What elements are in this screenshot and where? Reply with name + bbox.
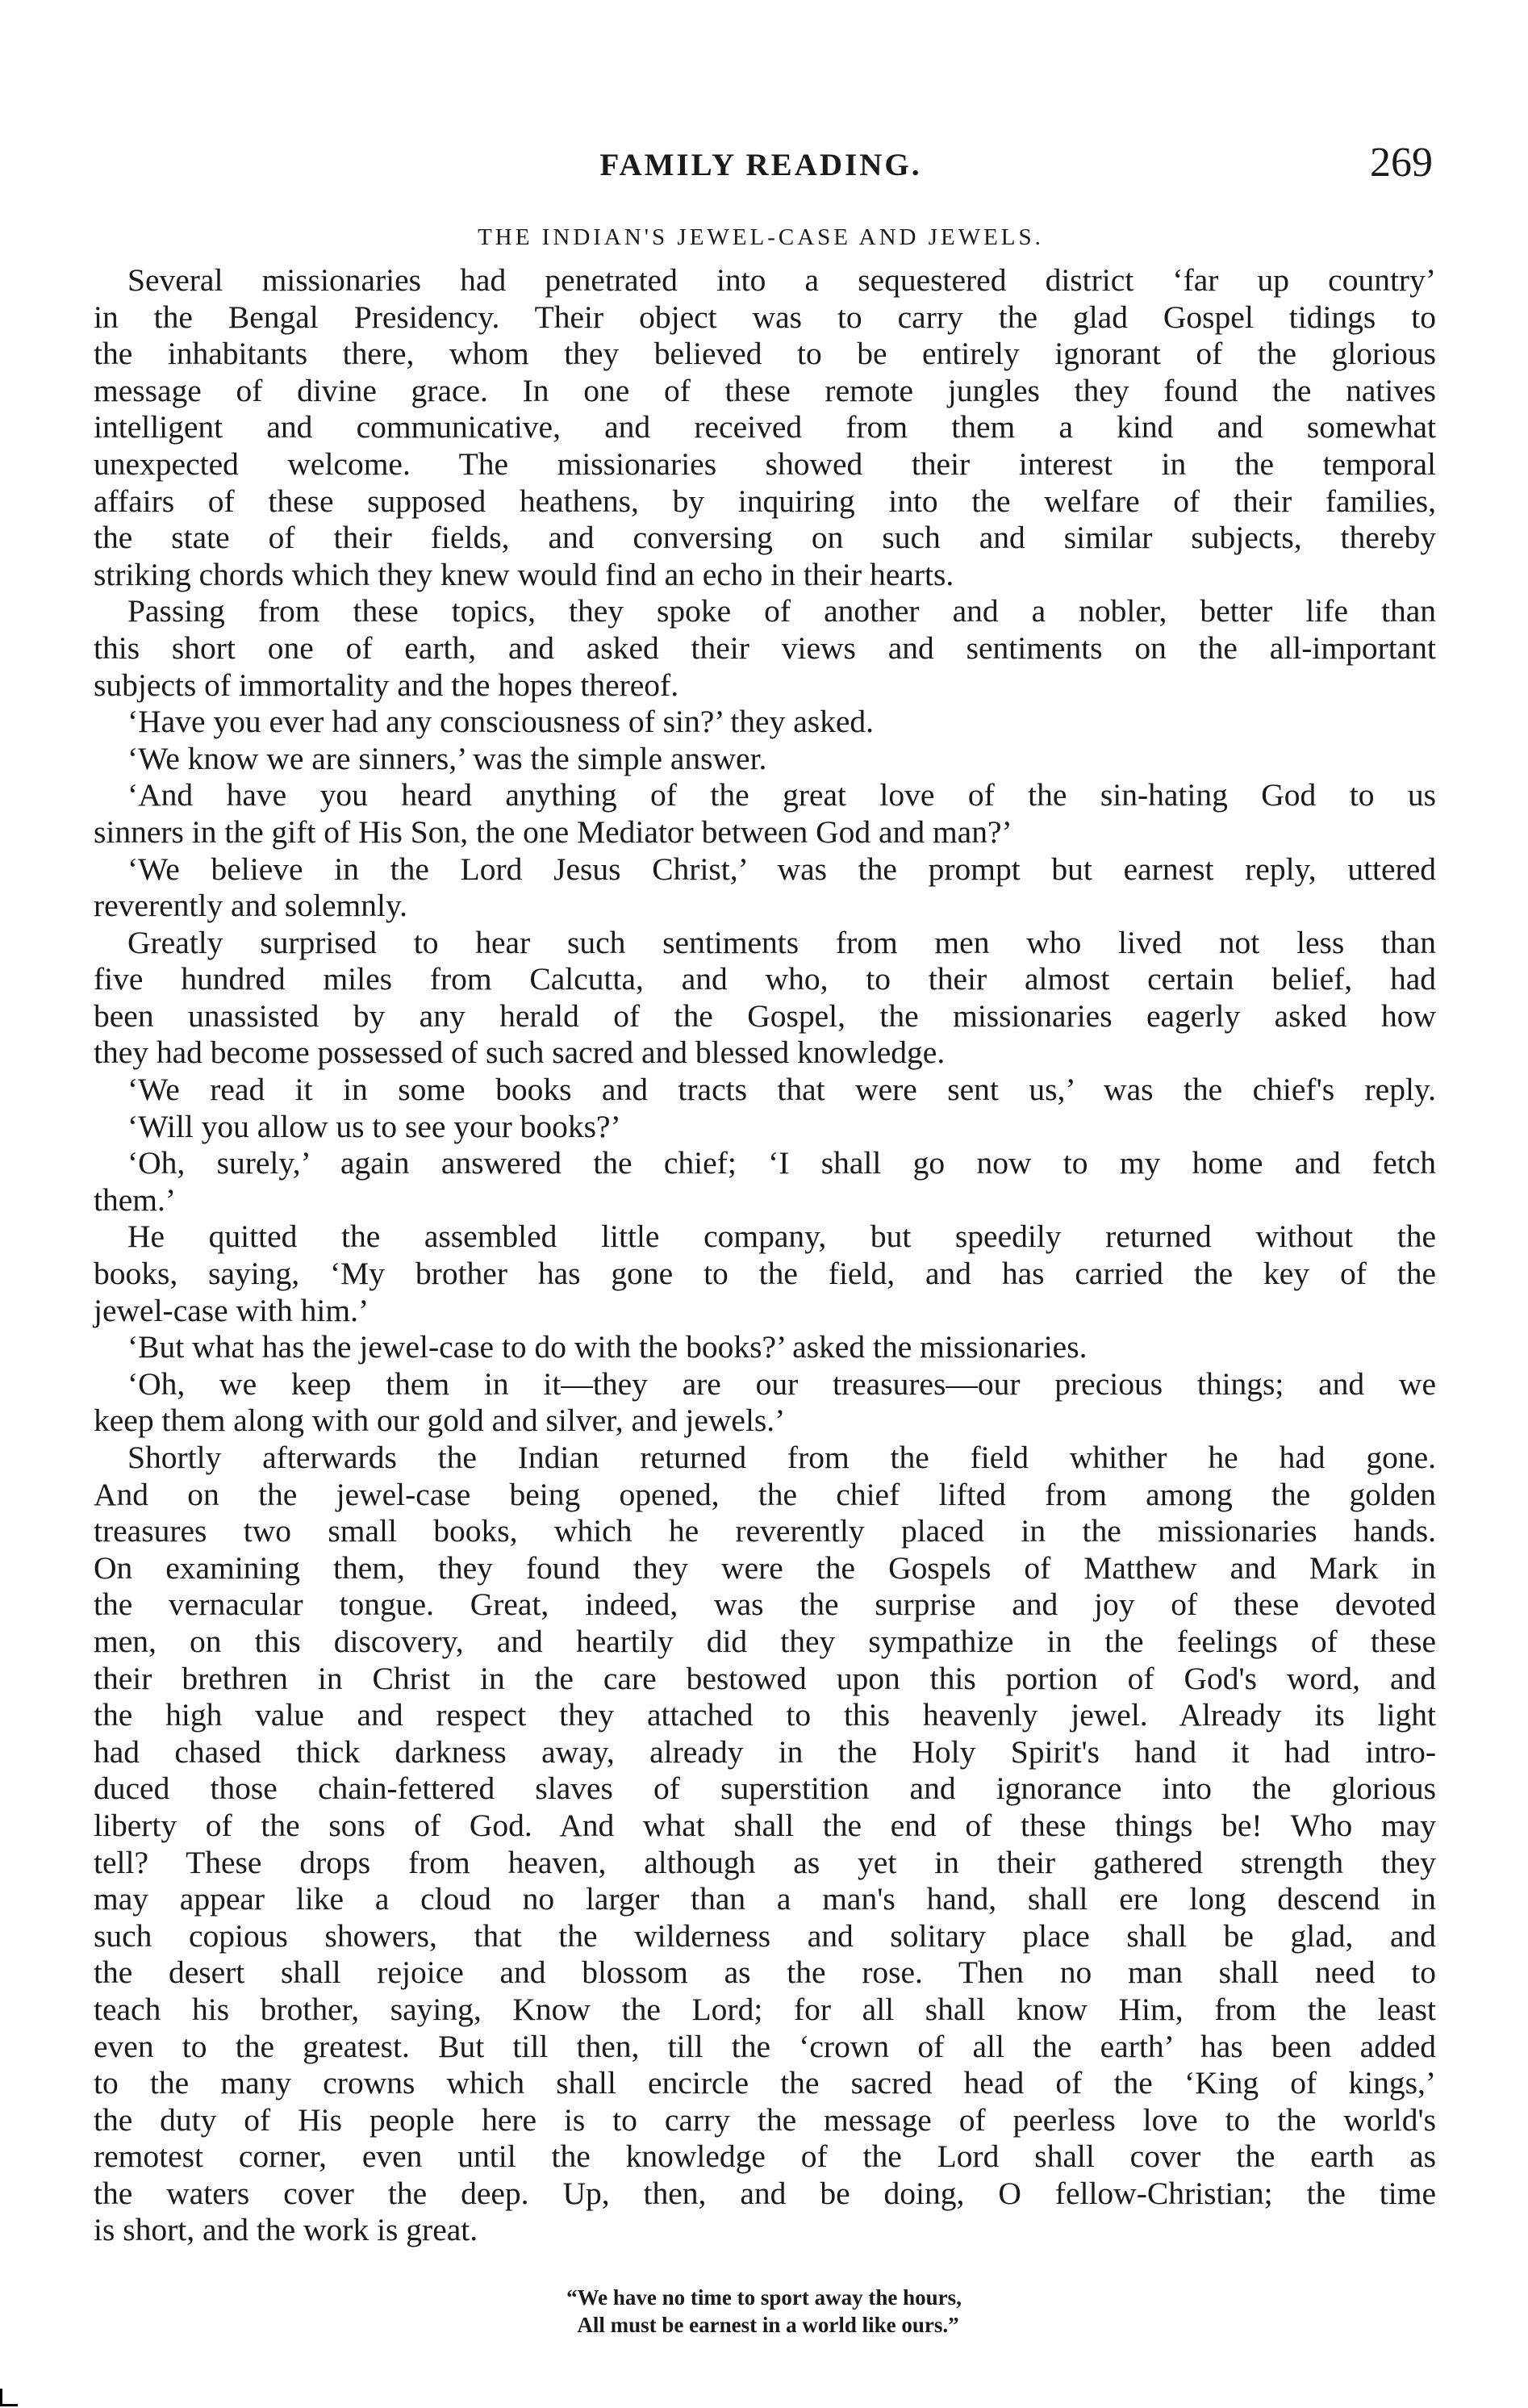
text-line: jewel-case with him.’: [94, 1292, 369, 1328]
text-line: Several missionaries had penetrated into a sequestered district ‘far up country’: [127, 262, 1436, 298]
text-line: On examining them, they found they were the Gospels of Matthew and Mark in: [94, 1549, 1436, 1586]
text-line: keep them along with our gold and silver, and jewels.’: [94, 1403, 786, 1439]
text-line: Passing from these topics, they spoke of another and a nobler, better life than: [127, 593, 1436, 629]
text-line: He quitted the assembled little company, but speedily returned without the: [127, 1219, 1436, 1255]
text-line: ‘But what has the jewel-case to do with the books?’ asked the missionaries.: [127, 1329, 1088, 1365]
text-line: affairs of these supposed heathens, by inquiring into the welfare of their families,: [94, 483, 1436, 519]
text-line: duced those chain-fettered slaves of superstition and ignorance into the glorious: [94, 1770, 1436, 1807]
text-line: Shortly afterwards the Indian returned from the field whither he had gone.: [127, 1440, 1436, 1475]
text-line: men, on this discovery, and heartily did they sympathize in the feelings of these: [94, 1623, 1436, 1659]
text-line: subjects of immortality and the hopes thereof.: [94, 667, 679, 703]
text-line: the waters cover the deep. Up, then, and be doing, O fellow-Christian; the time: [94, 2175, 1436, 2211]
text-line: the duty of His people here is to carry the message of peerless love to the world's: [94, 2101, 1436, 2138]
text-line: teach his brother, saying, Know the Lord; for all shall know Him, from the least: [94, 1991, 1436, 2027]
text-line: such copious showers, that the wilderness and solitary place shall be glad, and: [94, 1917, 1436, 1954]
text-line: reverently and solemnly.: [94, 888, 408, 924]
text-line: ‘Have you ever had any consciousness of sin?’ they asked.: [127, 704, 875, 740]
text-line: may appear like a cloud no larger than a man's hand, shall ere long descend in: [94, 1881, 1436, 1917]
text-line: them.’: [94, 1181, 177, 1218]
text-line: the state of their fields, and conversing on such and similar subjects, thereby: [94, 520, 1436, 556]
text-line: they had become possessed of such sacred and blessed knowledge.: [94, 1035, 946, 1071]
text-line: the desert shall rejoice and blossom as the rose. Then no man shall need to: [94, 1954, 1436, 1991]
crop-mark: [0, 2389, 18, 2406]
text-line: ‘Oh, we keep them in it—they are our treasures—our precious things; and we: [127, 1365, 1436, 1402]
text-line: to the many crowns which shall encircle the sacred head of the ‘King of kings,’: [94, 2065, 1436, 2101]
text-line: even to the greatest. But till then, till the ‘crown of all the earth’ has been added: [94, 2028, 1436, 2064]
page-number: 269: [1370, 140, 1433, 186]
running-head: [89, 139, 1433, 195]
text-line: the high value and respect they attached to this heavenly jewel. Already its light: [94, 1697, 1436, 1733]
text-line: ‘We know we are sinners,’ was the simple answer.: [127, 740, 767, 776]
text-line: unexpected welcome. The missionaries showed their interest in the temporal: [94, 445, 1436, 482]
text-line: intelligent and communicative, and received from them a kind and somewhat: [94, 409, 1436, 445]
text-line: ‘We believe in the Lord Jesus Christ,’ was the prompt but earnest reply, uttered: [127, 851, 1436, 887]
text-line: liberty of the sons of God. And what shall the end of these things be! Who may: [94, 1807, 1436, 1843]
text-line: ‘Oh, surely,’ again answered the chief; ‘I shall go now to my home and fetch: [127, 1145, 1436, 1181]
text-line: books, saying, ‘My brother has gone to the field, and has carried the key of the: [94, 1256, 1436, 1292]
text-line: is short, and the work is great.: [94, 2212, 478, 2248]
article-title: THE INDIAN'S JEWEL-CASE AND JEWELS.: [478, 224, 1044, 250]
text-line: their brethren in Christ in the care bestowed upon this portion of God's word, and: [94, 1660, 1436, 1696]
text-line: ‘And have you heard anything of the great love of the sin-hating God to us: [127, 777, 1436, 813]
text-line: this short one of earth, and asked their views and sentiments on the all-important: [94, 629, 1436, 666]
text-line: in the Bengal Presidency. Their object was to carry the glad Gospel tidings to: [94, 299, 1436, 335]
text-line: had chased thick darkness away, already in the Holy Spirit's hand it had intro-: [94, 1733, 1436, 1770]
text-line: Greatly surprised to hear such sentiments from men who lived not less than: [127, 924, 1436, 960]
text-line: been unassisted by any herald of the Gospel, the missionaries eagerly asked how: [94, 997, 1436, 1034]
text-line: message of divine grace. In one of these remote jungles they found the natives: [94, 372, 1436, 408]
text-line: And on the jewel-case being opened, the chief lifted from among the golden: [94, 1476, 1436, 1512]
text-line: five hundred miles from Calcutta, and who, to their almost certain belief, had: [94, 961, 1436, 997]
running-title: FAMILY READING.: [599, 148, 922, 182]
couplet-line: All must be earnest in a world like ours.”: [577, 2313, 959, 2337]
closing-couplet: [0, 2284, 1528, 2339]
couplet-line: “We have no time to sport away the hours,: [566, 2285, 962, 2310]
text-line: ‘Will you allow us to see your books?’: [127, 1108, 621, 1144]
text-line: treasures two small books, which he reverently placed in the missionaries hands.: [94, 1513, 1436, 1549]
text-line: sinners in the gift of His Son, the one Mediator between God and man?’: [94, 813, 1012, 850]
text-line: the vernacular tongue. Great, indeed, was the surprise and joy of these devoted: [94, 1587, 1436, 1623]
text-line: ‘We read it in some books and tracts that were sent us,’ was the chief's reply.: [127, 1072, 1436, 1108]
text-line: tell? These drops from heaven, although as yet in their gathered strength they: [94, 1844, 1436, 1880]
article-body: [94, 262, 1436, 2249]
text-line: remotest corner, even until the knowledge of the Lord shall cover the earth as: [94, 2138, 1436, 2175]
text-line: the inhabitants there, whom they believed to be entirely ignorant of the glorious: [94, 336, 1436, 372]
text-line: striking chords which they knew would find an echo in their hearts.: [94, 556, 954, 592]
